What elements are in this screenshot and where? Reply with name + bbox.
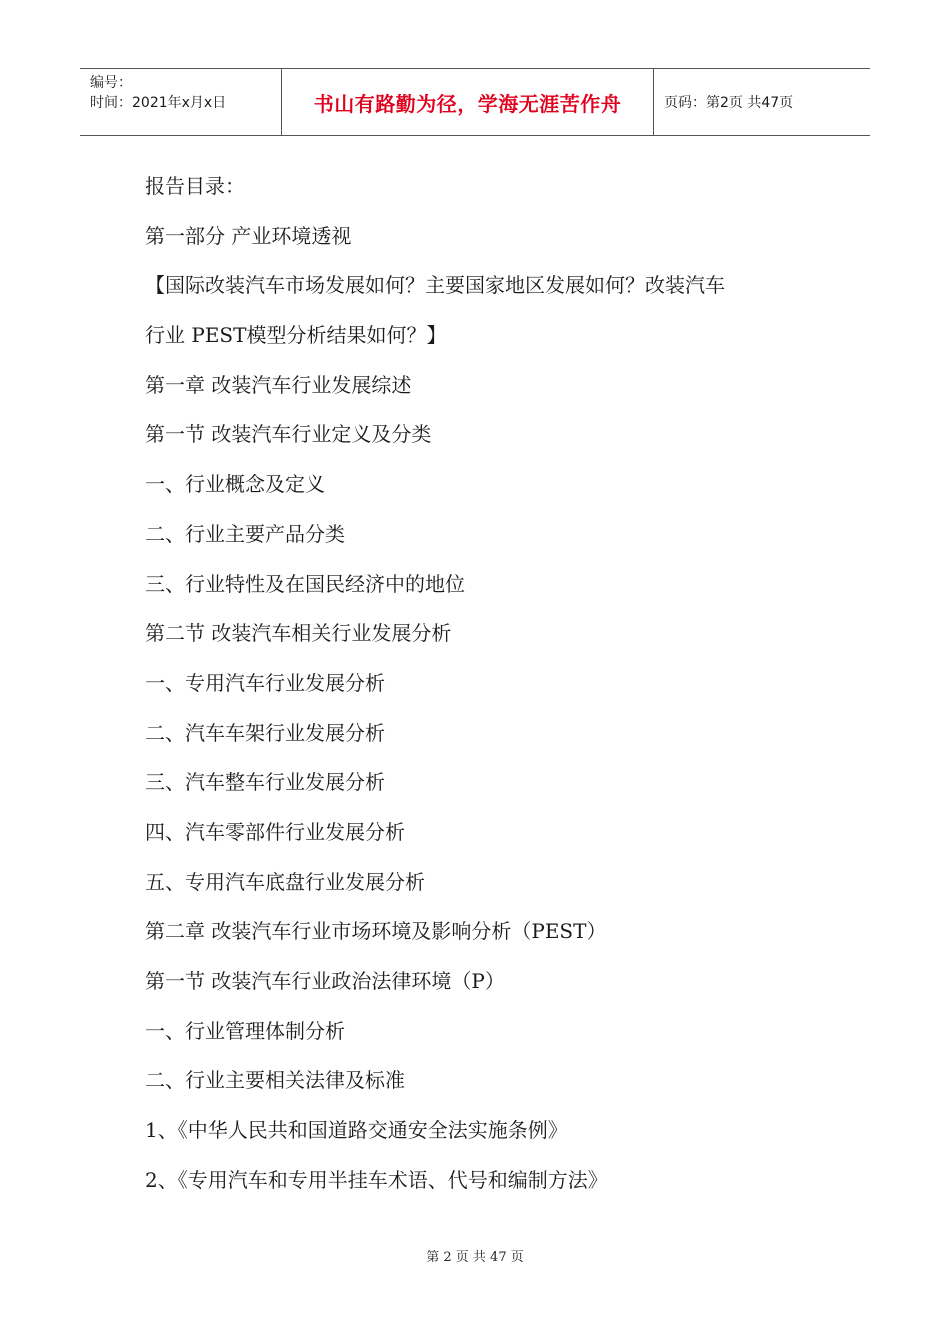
toc-item: 一、专用汽车行业发展分析 — [145, 670, 385, 695]
header-page-number: 页码：第2页 共47页 — [664, 95, 794, 111]
toc-item: 一、行业概念及定义 — [145, 472, 325, 497]
toc-body — [145, 164, 815, 1207]
toc-item: 四、汽车零部件行业发展分析 — [145, 819, 405, 844]
document-time: 时间：2021年x月x日 — [90, 95, 227, 111]
toc-heading: 报告目录： — [145, 174, 245, 198]
toc-item: 二、行业主要相关法律及标准 — [145, 1068, 405, 1093]
toc-chapter: 第二章 改装汽车行业市场环境及影响分析（PEST） — [145, 919, 607, 944]
page-header — [80, 68, 870, 136]
toc-section: 第二节 改装汽车相关行业发展分析 — [145, 621, 452, 646]
toc-chapter: 第一章 改装汽车行业发展综述 — [145, 372, 412, 397]
toc-item: 二、汽车车架行业发展分析 — [145, 720, 385, 745]
toc-section: 第一节 改装汽车行业定义及分类 — [145, 422, 432, 447]
toc-item: 三、行业特性及在国民经济中的地位 — [145, 571, 465, 596]
toc-part: 第一部分 产业环境透视 — [145, 223, 352, 248]
toc-item: 三、汽车整车行业发展分析 — [145, 770, 385, 795]
page-footer: 第 2 页 共 47 页 — [426, 1250, 524, 1265]
toc-subitem: 1、《中华人民共和国道路交通安全法实施条例》 — [145, 1118, 568, 1143]
toc-item: 五、专用汽车底盘行业发展分析 — [145, 869, 425, 894]
toc-part-summary: 行业 PEST模型分析结果如何？】 — [145, 323, 447, 348]
toc-item: 二、行业主要产品分类 — [145, 521, 345, 546]
toc-subitem: 2、《专用汽车和专用半挂车术语、代号和编制方法》 — [145, 1167, 608, 1192]
header-meta — [80, 69, 282, 135]
toc-part-summary: 【国际改装汽车市场发展如何？主要国家地区发展如何？改装汽车 — [145, 273, 725, 298]
header-motto: 书山有路勤为径，学海无涯苦作舟 — [282, 69, 654, 135]
toc-section: 第一节 改装汽车行业政治法律环境（P） — [145, 969, 505, 993]
toc-item: 一、行业管理体制分析 — [145, 1018, 345, 1043]
document-number: 编号： — [90, 75, 132, 91]
